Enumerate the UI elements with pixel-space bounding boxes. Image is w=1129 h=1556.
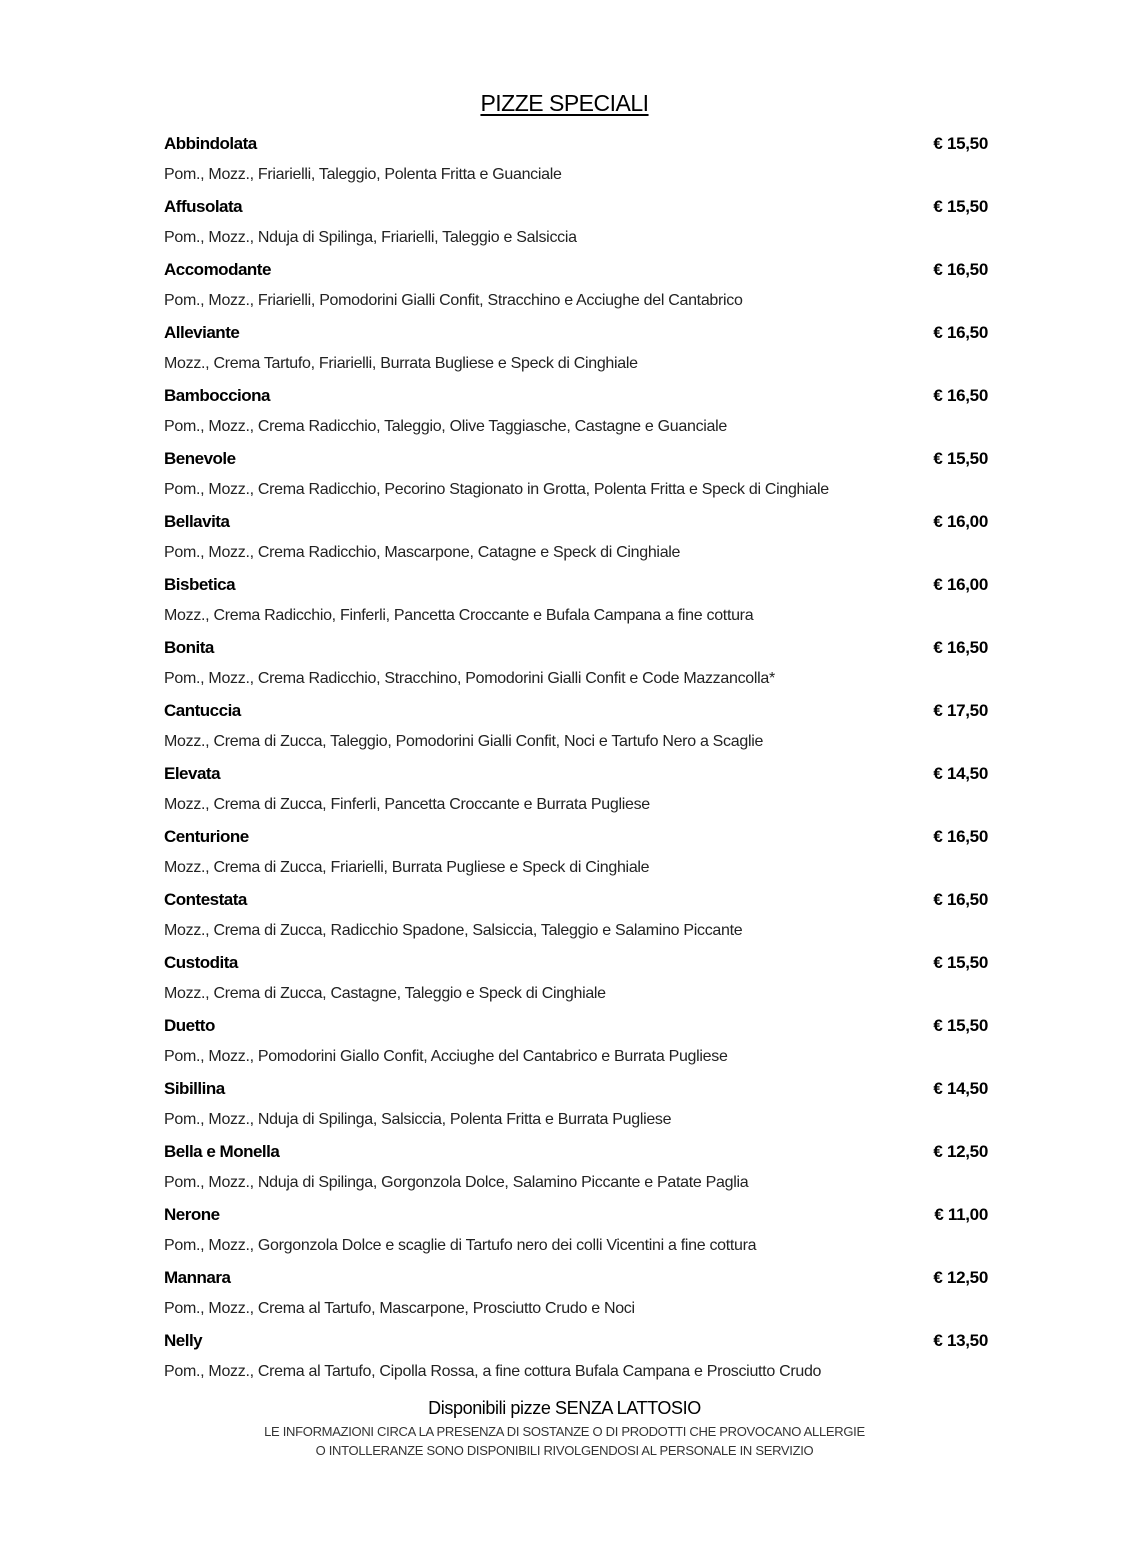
menu-item-header [164,758,988,789]
page-title: PIZZE SPECIALI [480,90,649,116]
pizza-price: € 15,50 [933,134,988,153]
menu-item [164,506,988,569]
menu-item [164,947,988,1010]
pizza-price: € 12,50 [933,1268,988,1287]
pizza-name: Accomodante [164,260,271,279]
menu-item [164,380,988,443]
pizza-ingredients: Pom., Mozz., Crema Radicchio, Mascarpone, Catagne e Speck di Cinghiale [164,544,681,561]
pizza-ingredients: Pom., Mozz., Gorgonzola Dolce e scaglie di Tartufo nero dei colli Vicentini a fine cottura [164,1237,757,1254]
pizza-name: Cantuccia [164,701,241,720]
menu-item-header [164,884,988,915]
pizza-ingredients: Pom., Mozz., Nduja di Spilinga, Friarielli, Taleggio e Salsiccia [164,229,577,246]
pizza-price: € 16,00 [933,575,988,594]
menu-item-header [164,1199,988,1230]
menu-item [164,1325,988,1388]
pizza-price: € 16,50 [933,638,988,657]
pizza-price: € 16,50 [933,386,988,405]
menu-item [164,569,988,632]
pizza-name: Nerone [164,1205,220,1224]
pizza-ingredients: Pom., Mozz., Nduja di Spilinga, Gorgonzola Dolce, Salamino Piccante e Patate Paglia [164,1174,749,1191]
pizza-name: Elevata [164,764,221,783]
pizza-name: Mannara [164,1268,231,1287]
pizza-price: € 12,50 [933,1142,988,1161]
pizza-name: Abbindolata [164,134,257,153]
pizza-name: Bambocciona [164,386,270,405]
menu-item [164,1199,988,1262]
pizza-ingredients: Mozz., Crema Tartufo, Friarielli, Burrata Bugliese e Speck di Cinghiale [164,355,638,372]
pizza-name: Bonita [164,638,214,657]
menu-item-header [164,632,988,663]
pizza-name: Affusolata [164,197,243,216]
pizza-name: Sibillina [164,1079,225,1098]
pizza-price: € 16,50 [933,260,988,279]
pizza-ingredients: Pom., Mozz., Friarielli, Pomodorini Gialli Confit, Stracchino e Acciughe del Cantabrico [164,292,743,309]
menu-item-header [164,1325,988,1356]
pizza-ingredients: Pom., Mozz., Friarielli, Taleggio, Polenta Fritta e Guanciale [164,166,562,183]
pizza-ingredients: Pom., Mozz., Crema al Tartufo, Cipolla Rossa, a fine cottura Bufala Campana e Prosciutto Crudo [164,1363,822,1380]
menu-item-header [164,1073,988,1104]
pizza-ingredients: Pom., Mozz., Pomodorini Giallo Confit, Acciughe del Cantabrico e Burrata Pugliese [164,1048,728,1065]
menu-item [164,695,988,758]
menu-item [164,884,988,947]
menu-item-header [164,569,988,600]
pizza-price: € 13,50 [933,1331,988,1350]
pizza-ingredients: Pom., Mozz., Crema al Tartufo, Mascarpone, Prosciutto Crudo e Noci [164,1300,635,1317]
menu-item-header [164,128,988,159]
menu-item [164,821,988,884]
menu-item-header [164,254,988,285]
menu-item-header [164,1136,988,1167]
lactose-free-notice: Disponibili pizze SENZA LATTOSIO [428,1398,701,1418]
pizza-ingredients: Mozz., Crema di Zucca, Castagne, Taleggio e Speck di Cinghiale [164,985,606,1002]
pizza-ingredients: Mozz., Crema di Zucca, Friarielli, Burrata Pugliese e Speck di Cinghiale [164,859,650,876]
pizza-list [164,128,988,1388]
menu-item [164,128,988,191]
menu-item [164,1136,988,1199]
pizza-price: € 15,50 [933,449,988,468]
pizza-name: Bella e Monella [164,1142,280,1161]
pizza-ingredients: Pom., Mozz., Crema Radicchio, Pecorino Stagionato in Grotta, Polenta Fritta e Speck di Cinghiale [164,481,829,498]
allergen-note-line-2: O INTOLLERANZE SONO DISPONIBILI RIVOLGENDOSI AL PERSONALE IN SERVIZIO [315,1443,814,1458]
pizza-price: € 14,50 [933,764,988,783]
menu-item [164,1073,988,1136]
menu-item-header [164,821,988,852]
pizza-name: Alleviante [164,323,240,342]
pizza-name: Benevole [164,449,236,468]
pizza-price: € 16,50 [933,890,988,909]
pizza-name: Nelly [164,1331,203,1350]
pizza-price: € 17,50 [933,701,988,720]
pizza-name: Custodita [164,953,238,972]
pizza-name: Bellavita [164,512,230,531]
menu-item-header [164,947,988,978]
pizza-price: € 14,50 [933,1079,988,1098]
menu-item-header [164,443,988,474]
allergen-note-line-1: LE INFORMAZIONI CIRCA LA PRESENZA DI SOSTANZE O DI PRODOTTI CHE PROVOCANO ALLERGIE [264,1424,865,1439]
pizza-ingredients: Mozz., Crema di Zucca, Taleggio, Pomodorini Gialli Confit, Noci e Tartufo Nero a Scaglie [164,733,764,750]
menu-item [164,443,988,506]
pizza-price: € 15,50 [933,953,988,972]
pizza-price: € 15,50 [933,197,988,216]
menu-item [164,758,988,821]
pizza-ingredients: Pom., Mozz., Nduja di Spilinga, Salsiccia, Polenta Fritta e Burrata Pugliese [164,1111,672,1128]
pizza-ingredients: Pom., Mozz., Crema Radicchio, Stracchino, Pomodorini Gialli Confit e Code Mazzancolla* [164,670,775,687]
pizza-ingredients: Mozz., Crema Radicchio, Finferli, Pancetta Croccante e Bufala Campana a fine cottura [164,607,754,624]
menu-item-header [164,1262,988,1293]
menu-item-header [164,506,988,537]
pizza-name: Contestata [164,890,247,909]
menu-item-header [164,317,988,348]
pizza-name: Duetto [164,1016,215,1035]
pizza-ingredients: Mozz., Crema di Zucca, Finferli, Pancetta Croccante e Burrata Pugliese [164,796,650,813]
menu-item [164,632,988,695]
menu-item-header [164,380,988,411]
pizza-name: Bisbetica [164,575,236,594]
pizza-price: € 16,50 [933,323,988,342]
pizza-price: € 15,50 [933,1016,988,1035]
menu-item [164,254,988,317]
pizza-price: € 11,00 [934,1205,988,1224]
pizza-name: Centurione [164,827,249,846]
menu-item [164,317,988,380]
menu-item [164,1010,988,1073]
menu-item [164,1262,988,1325]
menu-item-header [164,1010,988,1041]
menu-item [164,191,988,254]
pizza-price: € 16,50 [933,827,988,846]
menu-item-header [164,695,988,726]
pizza-ingredients: Mozz., Crema di Zucca, Radicchio Spadone, Salsiccia, Taleggio e Salamino Piccante [164,922,743,939]
pizza-ingredients: Pom., Mozz., Crema Radicchio, Taleggio, Olive Taggiasche, Castagne e Guanciale [164,418,727,435]
menu-item-header [164,191,988,222]
pizza-price: € 16,00 [933,512,988,531]
